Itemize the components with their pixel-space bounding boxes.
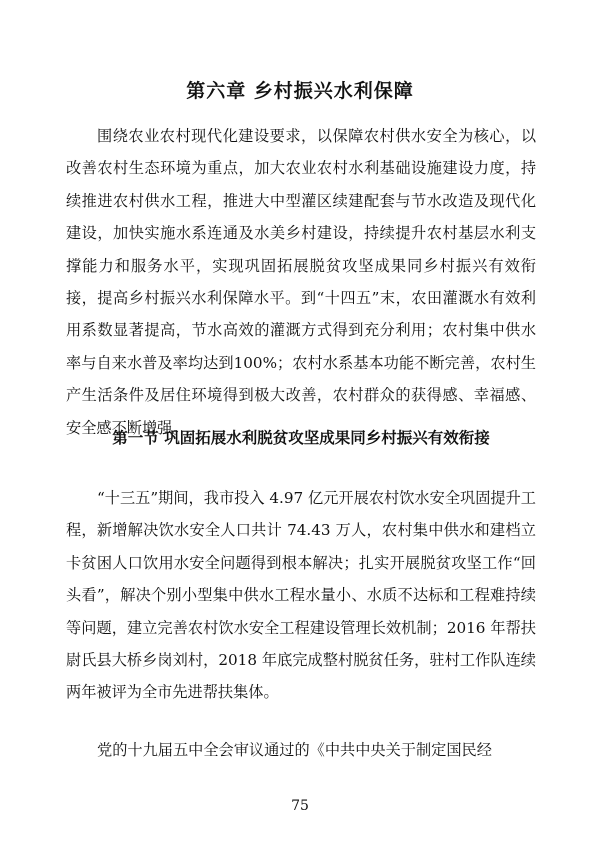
page-number: 75 bbox=[291, 798, 309, 814]
chapter-title: 第六章 乡村振兴水利保障 bbox=[186, 80, 414, 102]
intro-paragraph: 围绕农业农村现代化建设要求，以保障农村供水安全为核心，以改善农村生态环境为重点，加大农业农村水利基础设施建设力度，持续推进农村供水工程，推进大中型灌区续建配套与节水改造及现代化建设，加快实施水系连通及水美乡村建设，持续提升农村基层水利支撑能力和服务水平，实现巩固拓展脱贫攻坚成果同乡村振兴有效衔接，提高乡村振兴水利保障水平。到“十四五”末，农田灌溉水有效利用系数显著提高，节水高效的灌溉方式得到充分利用；农村集中供水率与自来水普及率均达到100%；农村水系基本功能不断完善，农村生产生活条件及居住环境得到极大改善，农村群众的获得感、幸福感、安全感不断增强。 bbox=[66, 127, 536, 437]
section-paragraph-1: “十三五”期间，我市投入 4.97 亿元开展农村饮水安全巩固提升工程，新增解决饮水安全人口共计 74.43 万人，农村集中供水和建档立卡贫困人口饮用水安全问题得到根本解决；扎实开展脱贫攻坚工作“回头看”，解决个别小型集中供水工程水量小、水质不达标和工程难持续等问题，建立完善农村饮水安全工程建设管理长效机制；2016 年帮扶尉氏县大桥乡岗刘村，2018 年底完成整村脱贫任务，驻村工作队连续两年被评为全市先进帮扶集体。 bbox=[66, 489, 536, 702]
section-paragraph-2: 党的十九届五中全会审议通过的《中共中央关于制定国民经 bbox=[97, 741, 492, 759]
section-title: 第一节 巩固拓展水利脱贫攻坚成果同乡村振兴有效衔接 bbox=[112, 429, 490, 447]
